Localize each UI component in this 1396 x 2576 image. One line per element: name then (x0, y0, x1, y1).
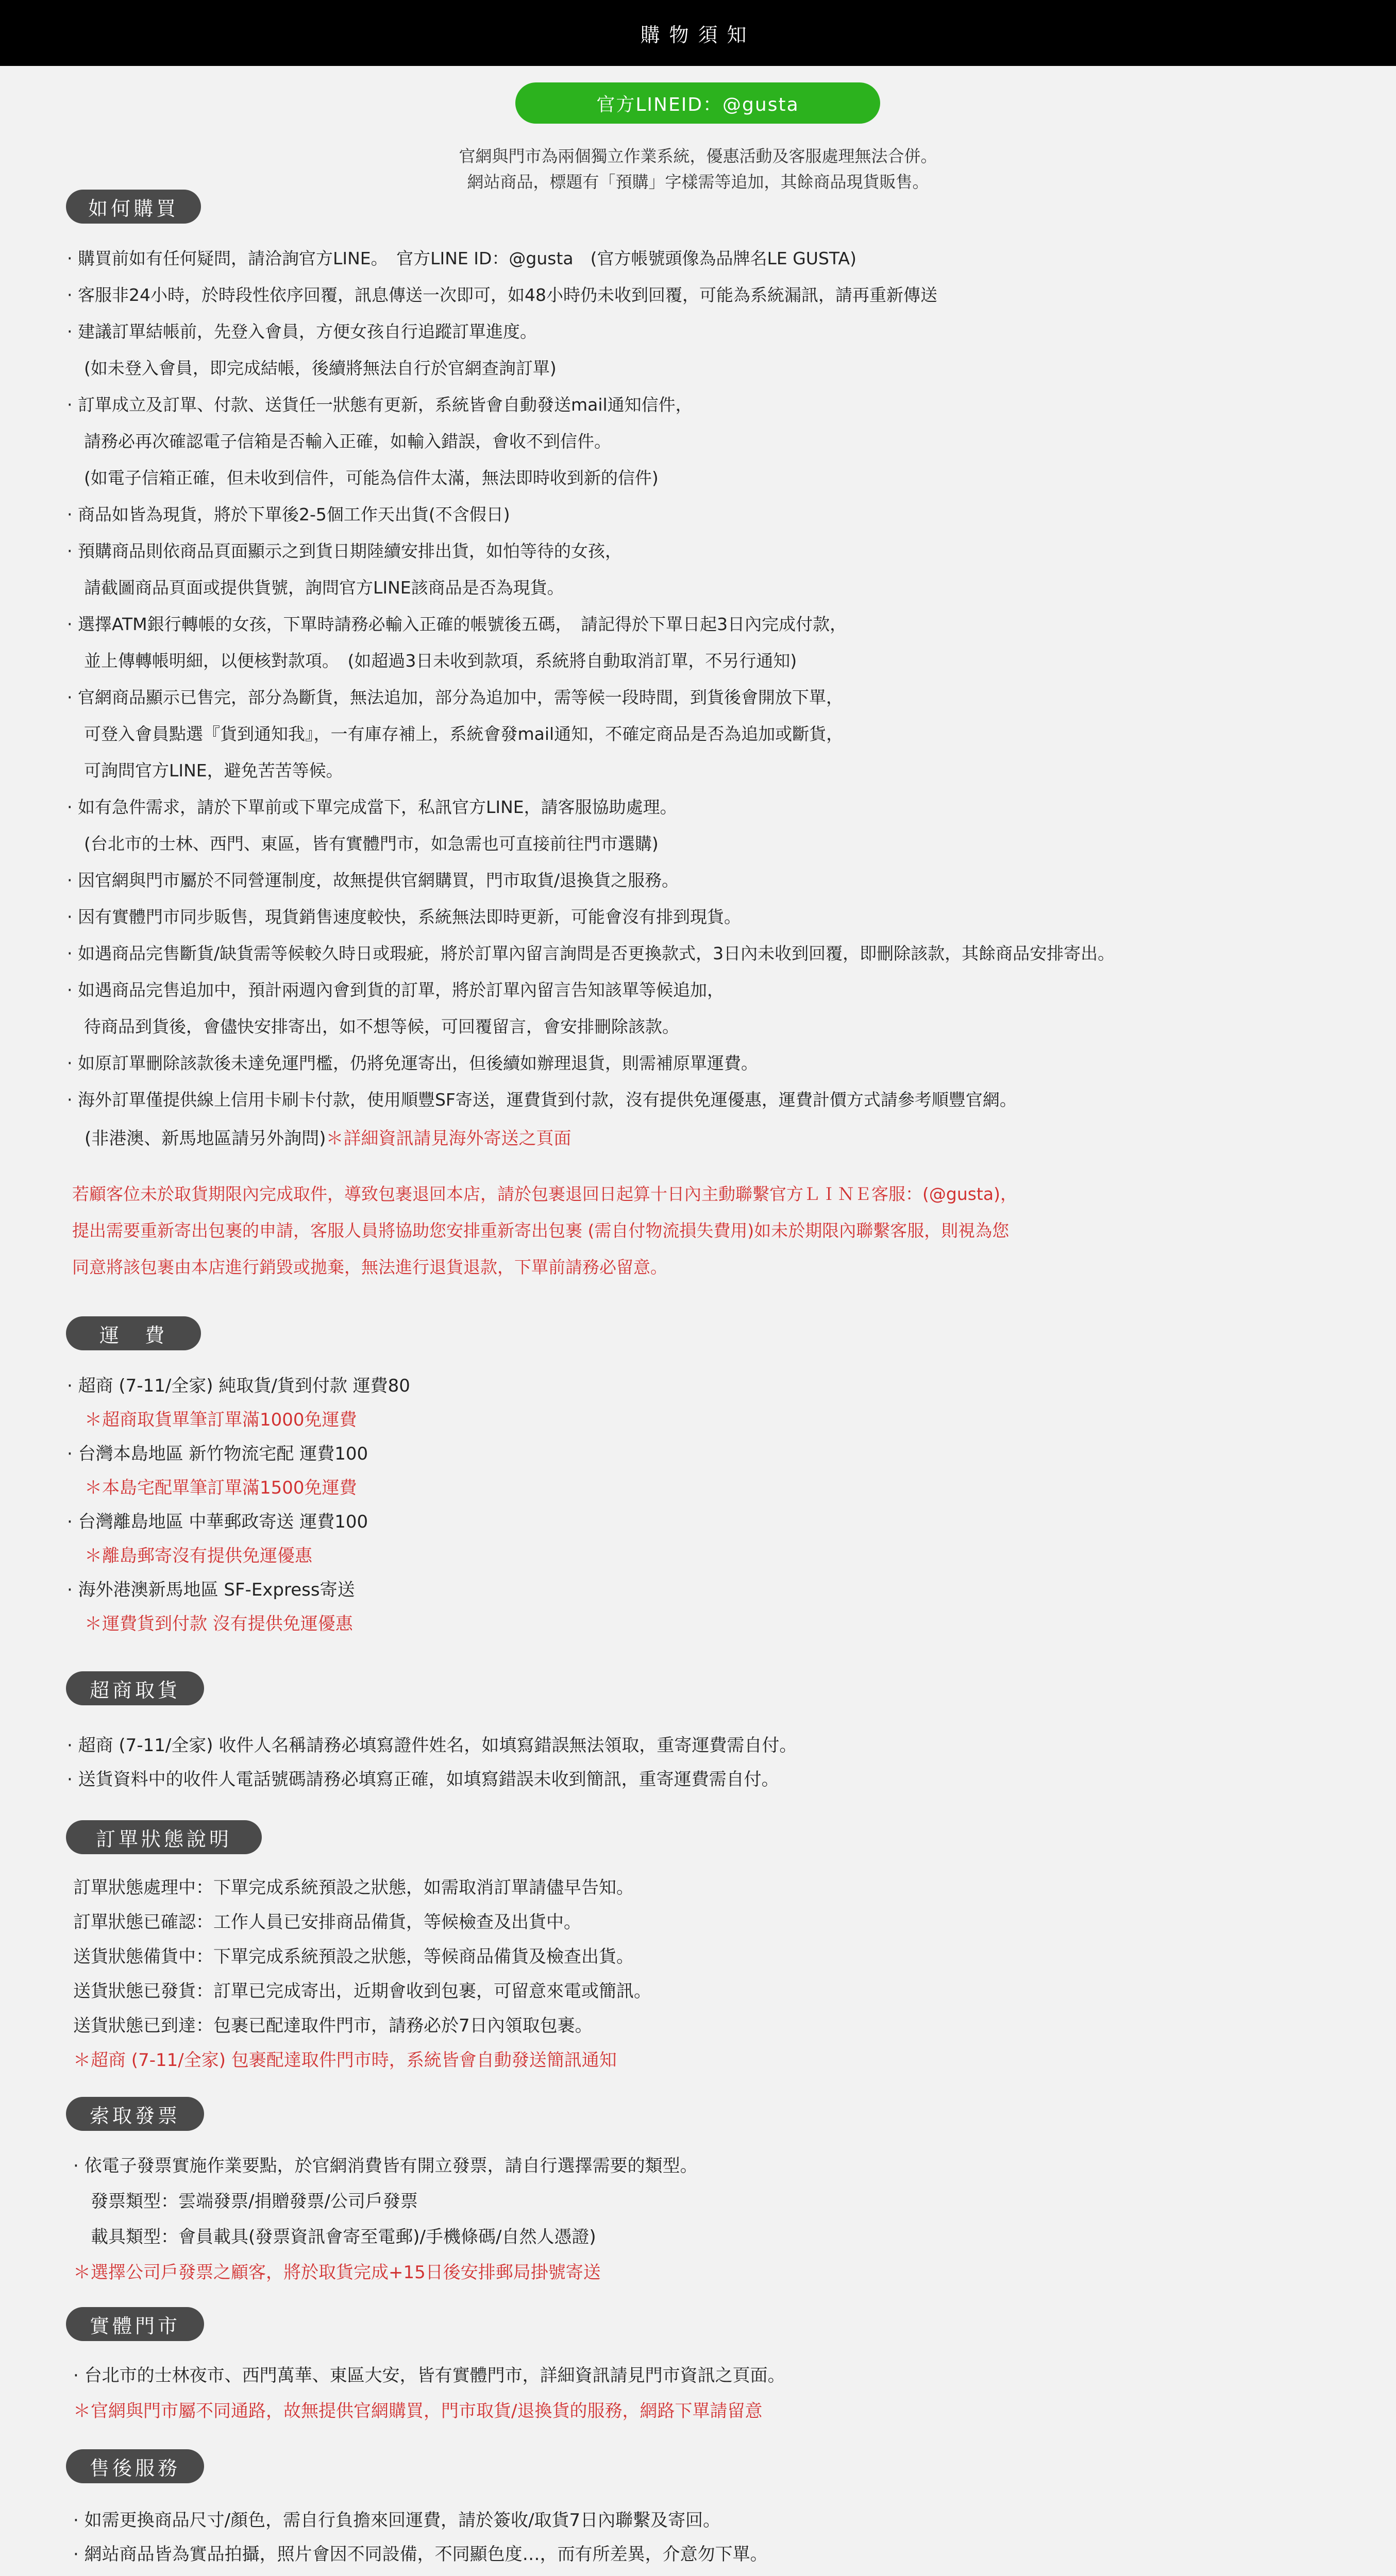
list-item: · 如遇商品完售追加中，預計兩週內會到貨的訂單，將於訂單內留言告知該單等候追加， (67, 980, 724, 1000)
list-item: ＊本島宅配單筆訂單滿1500免運費 (67, 1478, 357, 1498)
list-item: 發票類型：雲端發票/捐贈發票/公司戶發票 (73, 2191, 418, 2212)
list-item: · 因官網與門市屬於不同營運制度，故無提供官網購買，門市取貨/退換貨之服務。 (67, 870, 679, 890)
list-item: 請務必再次確認電子信箱是否輸入正確，如輸入錯誤，會收不到信件。 (67, 431, 611, 451)
overseas-note-text: (非港澳、新馬地區請另外詢問) (67, 1128, 326, 1149)
list-item: · 台灣本島地區 新竹物流宅配 運費100 (67, 1444, 368, 1464)
list-item: 可詢問官方LINE，避免苦苦等候。 (67, 760, 343, 781)
list-item: 待商品到貨後，會儘快安排寄出，如不想等候，可回覆留言，會安排刪除該款。 (67, 1016, 679, 1037)
list-item: · 預購商品則依商品頁面顯示之到貨日期陸續安排出貨，如怕等待的女孩， (67, 541, 622, 561)
list-item: ＊超商取貨單筆訂單滿1000免運費 (67, 1410, 357, 1430)
list-item: · 送貨資料中的收件人電話號碼請務必填寫正確，如填寫錯誤未收到簡訊，重寄運費需自付。 (67, 1769, 779, 1790)
list-item: · 超商 (7-11/全家) 純取貨/貨到付款 運費80 (67, 1376, 410, 1396)
overseas-note (67, 1124, 571, 1149)
list-item: · 商品如皆為現貨，將於下單後2-5個工作天出貨(不含假日) (67, 504, 510, 524)
line-button-label: 官方LINEID：@gusta (596, 94, 799, 115)
list-item: · 依電子發票實施作業要點，於官網消費皆有開立發票，請自行選擇需要的類型。 (73, 2156, 698, 2176)
official-line-button[interactable] (515, 82, 880, 124)
list-item: · 建議訂單結帳前，先登入會員，方便女孩自行追蹤訂單進度。 (67, 321, 537, 342)
list-item: ＊運費貨到付款 沒有提供免運優惠 (67, 1614, 353, 1634)
section-title-stores: 實體門市 (66, 2307, 204, 2341)
list-item: (台北市的士林、西門、東區，皆有實體門市，如急需也可直接前往門市選購) (67, 834, 659, 854)
list-item (73, 2574, 768, 2576)
list-item: 送貨狀態備貨中：下單完成系統預設之狀態，等候商品備貨及檢查出貨。 (73, 1946, 634, 1967)
list-item: 訂單狀態已確認：工作人員已安排商品備貨，等候檢查及出貨中。 (73, 1912, 581, 1933)
section-title-shipping: 運 費 (66, 1316, 201, 1350)
page-header (0, 0, 1396, 66)
list-item: · 如有急件需求，請於下單前或下單完成當下，私訊官方LINE，請客服協助處理。 (67, 797, 677, 817)
page-title: 購物須知 (640, 23, 756, 46)
section-title-store-pickup: 超商取貨 (66, 1671, 204, 1705)
list-item: 送貨狀態已發貨：訂單已完成寄出，近期會收到包裹，可留意來電或簡訊。 (73, 1981, 651, 2002)
intro-line-2: 網站商品，標題有「預購」字樣需等追加，其餘商品現貨販售。 (467, 172, 929, 192)
list-item: · 官網商品顯示已售完，部分為斷貨，無法追加，部分為追加中，需等候一段時間，到貨後會開放下單， (67, 687, 843, 707)
list-item: · 海外訂單僅提供線上信用卡刷卡付款，使用順豐SF寄送，運費貨到付款，沒有提供免運優惠，運費計價方式請參考順豐官網。 (67, 1090, 1017, 1110)
section-title-order-status: 訂單狀態說明 (66, 1820, 262, 1854)
overseas-page-link[interactable]: ＊詳細資訊請見海外寄送之頁面 (326, 1128, 571, 1149)
list-item: · 訂單成立及訂單、付款、送貨任一狀態有更新，系統皆會自動發送mail通知信件， (67, 395, 693, 415)
section-title-how-to-buy: 如何購買 (66, 190, 201, 224)
list-item: (如電子信箱正確，但未收到信件，可能為信件太滿，無法即時收到新的信件) (67, 468, 659, 488)
list-item: · 網站商品皆為實品拍攝，照片會因不同設備，不同顯色度…，而有所差異，介意勿下單。 (73, 2544, 768, 2565)
intro-line-1: 官網與門市為兩個獨立作業系統，優惠活動及客服處理無法合併。 (459, 146, 937, 166)
list-item: · 台北市的士林夜市、西門萬華、東區大安，皆有實體門市，詳細資訊請見門市資訊之頁面。 (73, 2365, 785, 2386)
list-item: · 購買前如有任何疑問，請洽詢官方LINE。 官方LINE ID：@gusta (官方帳號頭像為品牌名LE GUSTA) (67, 248, 856, 268)
list-item: 訂單狀態處理中：下單完成系統預設之狀態，如需取消訂單請儘早告知。 (73, 1877, 634, 1898)
notice-line: 提出需要重新寄出包裹的申請，客服人員將協助您安排重新寄出包裹 (需自付物流損失費用)如未於期限內聯繫客服，則視為您 (72, 1221, 1010, 1241)
list-item: 並上傳轉帳明細，以便核對款項。 (如超過3日未收到款項，系統將自動取消訂單，不另行通知) (67, 651, 797, 671)
list-item: · 因有實體門市同步販售，現貨銷售速度較快，系統無法即時更新，可能會沒有排到現貨。 (67, 907, 741, 927)
list-item: ＊選擇公司戶發票之顧客，將於取貨完成+15日後安排郵局掛號寄送 (73, 2262, 601, 2283)
notice-line: 若顧客位未於取貨期限內完成取件，導致包裹退回本店，請於包裹退回日起算十日內主動聯繫官方ＬＩＮＥ客服：(@gusta)， (72, 1184, 1017, 1204)
list-item: · 客服非24小時，於時段性依序回覆，訊息傳送一次即可，如48小時仍未收到回覆，可能為系統漏訊，請再重新傳送 (67, 285, 937, 305)
list-item: · 台灣離島地區 中華郵政寄送 運費100 (67, 1512, 368, 1532)
section-title-invoice: 索取發票 (66, 2097, 204, 2131)
notice-line: 同意將該包裹由本店進行銷毀或拋棄，無法進行退貨退款，下單前請務必留意。 (72, 1257, 667, 1277)
list-item: ＊官網與門市屬不同通路，故無提供官網購買，門市取貨/退換貨的服務，網路下單請留意 (73, 2401, 763, 2421)
list-item: · 海外港澳新馬地區 SF-Express寄送 (67, 1580, 355, 1600)
list-item: 請截圖商品頁面或提供貨號，詢問官方LINE該商品是否為現貨。 (67, 578, 564, 598)
list-item: · 選擇ATM銀行轉帳的女孩，下單時請務必輸入正確的帳號後五碼， 請記得於下單日起3日內完成付款， (67, 614, 847, 634)
section-title-after-sales: 售後服務 (66, 2449, 204, 2483)
list-item: 可登入會員點選『貨到通知我』，一有庫存補上，系統會發mail通知，不確定商品是否為追加或斷貨， (67, 724, 844, 744)
list-item: · 如需更換商品尺寸/顏色，需自行負擔來回運費，請於簽收/取貨7日內聯繫及寄回。 (73, 2510, 721, 2531)
list-item: ＊超商 (7-11/全家) 包裹配達取件門市時，系統皆會自動發送簡訊通知 (73, 2050, 617, 2071)
list-item: 送貨狀態已到達：包裹已配達取件門市，請務必於7日內領取包裹。 (73, 2015, 593, 2036)
list-item: ＊離島郵寄沒有提供免運優惠 (67, 1546, 312, 1566)
list-item: · 如遇商品完售斷貨/缺貨需等候較久時日或瑕疵，將於訂單內留言詢問是否更換款式，3日內未收到回覆，即刪除該款，其餘商品安排寄出。 (67, 943, 1115, 963)
list-item: 載具類型：會員載具(發票資訊會寄至電郵)/手機條碼/自然人憑證) (73, 2227, 596, 2247)
list-item: · 如原訂單刪除該款後未達免運門檻，仍將免運寄出，但後續如辦理退貨，則需補原單運費。 (67, 1053, 758, 1073)
list-item: · 超商 (7-11/全家) 收件人名稱請務必填寫證件姓名，如填寫錯誤無法領取，重寄運費需自付。 (67, 1735, 797, 1756)
list-item: (如未登入會員，即完成結帳，後續將無法自行於官網查詢訂單) (67, 358, 557, 378)
